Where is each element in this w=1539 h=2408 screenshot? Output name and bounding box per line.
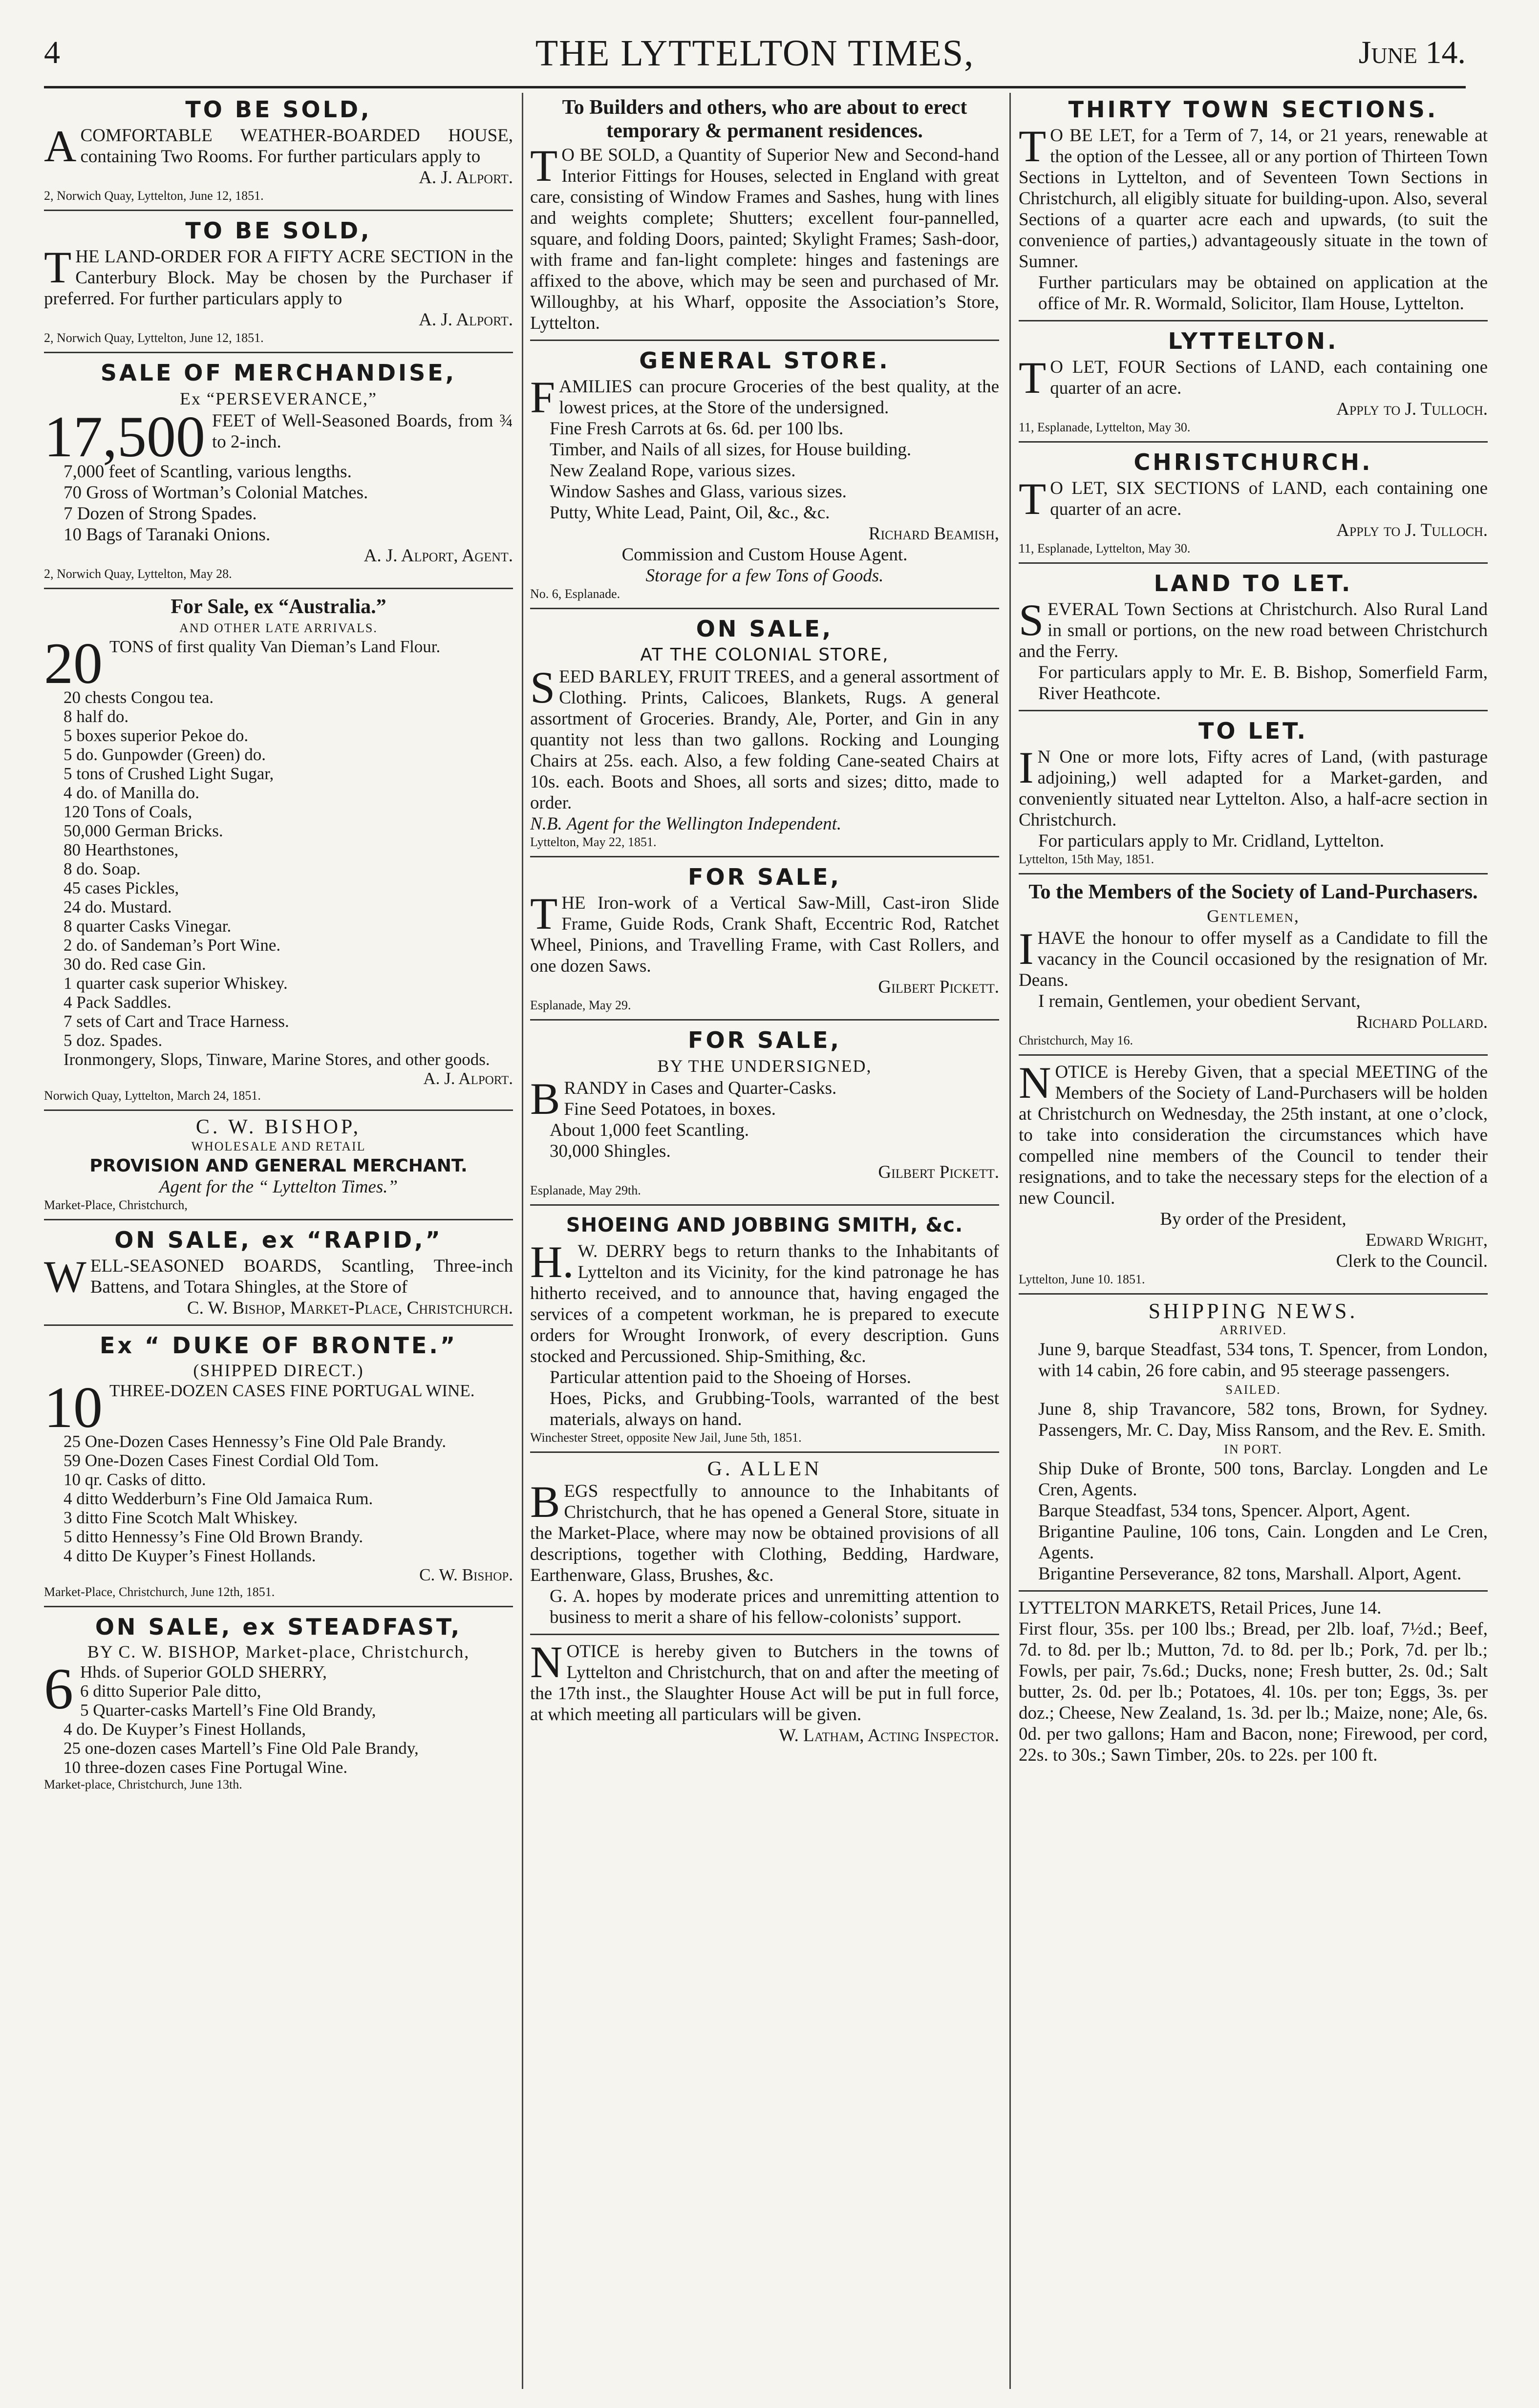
advert-heading: LAND TO LET. bbox=[1154, 570, 1353, 597]
advert-signature: W. Latham, Acting Inspector. bbox=[779, 1726, 999, 1746]
list-item: 5 tons of Crushed Light Sugar, bbox=[64, 764, 274, 783]
list-item: Fine Fresh Carrots at 6s. 6d. per 100 lbs. bbox=[550, 419, 844, 439]
advert-heading: ON SALE, ex STEADFAST, bbox=[95, 1614, 462, 1640]
list-item: 1 quarter cask superior Whiskey. bbox=[64, 974, 288, 993]
list-item: Window Sashes and Glass, various sizes. bbox=[550, 482, 847, 502]
advert-paragraph: By order of the President, bbox=[1160, 1209, 1347, 1229]
shipping-news bbox=[1019, 1300, 1488, 1584]
drop-cap: T bbox=[530, 889, 558, 938]
drop-cap: A bbox=[44, 121, 77, 171]
masthead-rule bbox=[44, 86, 1466, 88]
shipping-entry: Barque Steadfast, 534 tons, Spencer. Alport, Agent. bbox=[1038, 1501, 1411, 1521]
advert-address: Market-Place, Christchurch, bbox=[44, 1198, 188, 1212]
advert-address: Lyttelton, May 22, 1851. bbox=[530, 835, 657, 849]
advert-brandy bbox=[530, 1026, 999, 1198]
advert-signature: A. J. Alport. bbox=[419, 310, 513, 330]
advert-heading: For Sale, ex “Australia.” bbox=[171, 596, 386, 618]
advert-body: TONS of first quality Van Dieman’s Land Flour. bbox=[109, 637, 441, 656]
advert-heading: ON SALE, ex “RAPID,” bbox=[114, 1227, 443, 1253]
drop-cap: T bbox=[1019, 353, 1047, 403]
list-item: 50,000 German Bricks. bbox=[64, 821, 223, 840]
advert-heading: THIRTY TOWN SECTIONS. bbox=[1068, 96, 1438, 123]
list-item: 8 quarter Casks Vinegar. bbox=[64, 916, 232, 936]
drop-cap: I bbox=[1019, 924, 1034, 974]
list-item: 7 sets of Cart and Trace Harness. bbox=[64, 1012, 289, 1031]
advert-address: Market-Place, Christchurch, June 12th, 1851. bbox=[44, 1585, 275, 1599]
advert-special-meeting bbox=[1019, 1058, 1488, 1287]
advert-g-allen bbox=[530, 1459, 999, 1628]
big-number: 10 bbox=[44, 1375, 103, 1440]
advert-paragraph: Particular attention paid to the Shoeing of Horses. bbox=[550, 1367, 911, 1387]
advert-role: Clerk to the Council. bbox=[1336, 1251, 1488, 1271]
column-divider bbox=[522, 93, 523, 2389]
advert-heading: TO LET. bbox=[1198, 718, 1308, 744]
advert-address: 2, Norwich Quay, Lyttelton, May 28. bbox=[44, 567, 232, 581]
advert-address: Market-place, Christchurch, June 13th. bbox=[44, 1777, 242, 1791]
drop-cap: T bbox=[1019, 474, 1047, 524]
advert-signature: Apply to J. Tulloch. bbox=[1336, 520, 1488, 540]
advert-colonial-store bbox=[530, 615, 999, 850]
advert-body: EGS respectfully to announce to the Inhabitants of Christchurch, that he has opened a General Store, situate in the Market-Place, where may now be obtained provisions of all descriptions, together with Clothing, Bedding, Hardware, Earthenware, Glass, Brushes, &c. bbox=[530, 1481, 999, 1585]
lyttelton-markets bbox=[1019, 1598, 1488, 1766]
advert-paragraph: G. A. hopes by moderate prices and unremitting attention to business to merit a share of his fellow-colonists’ support. bbox=[550, 1586, 999, 1627]
advert-heading: C. W. BISHOP, bbox=[195, 1116, 362, 1138]
list-item: 8 do. Soap. bbox=[64, 859, 141, 878]
list-item: 8 half do. bbox=[64, 707, 129, 726]
shipping-entry: Ship Duke of Bronte, 500 tons, Barclay. Longden and Le Cren, Agents. bbox=[1038, 1459, 1488, 1500]
column-3 bbox=[1019, 93, 1488, 2389]
newspaper-title: THE LYTTELTON TIMES, bbox=[535, 33, 975, 74]
list-item: 7 Dozen of Strong Spades. bbox=[64, 504, 257, 524]
advert-heading: SHOEING AND JOBBING SMITH, &c. bbox=[566, 1214, 963, 1236]
advert-subheading: BY THE UNDERSIGNED, bbox=[657, 1056, 872, 1076]
list-item: 5 boxes superior Pekoe do. bbox=[64, 726, 249, 745]
issue-date: June 14. bbox=[1358, 35, 1466, 70]
advert-subheading: AND OTHER LATE ARRIVALS. bbox=[179, 621, 378, 635]
advert-paragraph: Further particulars may be obtained on application at the office of Mr. R. Wormald, Solicitor, Ilam House, Lyttelton. bbox=[1038, 273, 1488, 314]
big-number: 20 bbox=[44, 631, 103, 696]
advert-pollard bbox=[1019, 880, 1488, 1048]
advert-body: AMILIES can procure Groceries of the best quality, at the lowest prices, at the Store of the undersigned. bbox=[559, 377, 999, 418]
list-item: 6 ditto Superior Pale ditto, bbox=[80, 1682, 261, 1701]
advert-heading: To Builders and others, who are about to erect temporary & permanent residences. bbox=[562, 96, 967, 142]
advert-subheading: WHOLESALE AND RETAIL bbox=[191, 1139, 366, 1153]
advert-rapid bbox=[44, 1226, 513, 1319]
advert-land-order bbox=[44, 217, 513, 346]
list-item: 120 Tons of Coals, bbox=[64, 802, 192, 821]
advert-salutation: Gentlemen, bbox=[1207, 906, 1300, 926]
list-item: 45 cases Pickles, bbox=[64, 878, 179, 897]
advert-heading: LYTTELTON. bbox=[1168, 328, 1339, 354]
section-subheading: SAILED. bbox=[1225, 1383, 1281, 1397]
advert-signature: A. J. Alport. bbox=[423, 1069, 513, 1088]
market-prices: First flour, 35s. per 100 lbs.; Bread, per 2lb. loaf, 7½d.; Beef, 7d. to 8d. per lb.; Mutton, 7d. to 8d. per lb.; Pork, 7d. per lb.; Fowls, per pair, 7s.6d.; Ducks, none; Fresh butter, 2s. 0d.; Salt butter, 2s. 0d. per lb.; Potatoes, 4l. 10s. per ton; Eggs, 3s. per doz.; Cheese, New Zealand, 1s. 3d. per lb.; Maize, none; Ale, 6s. 0d. per two gallons; Ham and Bacon, none; Firewood, per cord, 22s. to 30s.; Sawn Timber, 20s. to 22s. per 100 ft. bbox=[1019, 1619, 1488, 1765]
list-item: Fine Seed Potatoes, in boxes. bbox=[564, 1099, 776, 1119]
advert-subheading: Ex “PERSEVERANCE,” bbox=[180, 389, 377, 408]
section-heading: LYTTELTON MARKETS, Retail Prices, June 14. bbox=[1019, 1598, 1382, 1618]
advert-to-let bbox=[1019, 717, 1488, 867]
drop-cap: B bbox=[530, 1477, 560, 1527]
advert-lyttelton-let bbox=[1019, 327, 1488, 435]
advert-agent: Agent for the “ Lyttelton Times.” bbox=[159, 1177, 398, 1197]
advert-address: Norwich Quay, Lyttelton, March 24, 1851. bbox=[44, 1088, 261, 1103]
advert-body: OTICE is hereby given to Butchers in the towns of Lyttelton and Christchurch, that on and after the meeting of the 17th inst., the Slaughter House Act will be put in full force, at which meeting all particulars will be given. bbox=[530, 1641, 999, 1725]
list-item: New Zealand Rope, various sizes. bbox=[550, 461, 796, 481]
drop-cap: N bbox=[1019, 1058, 1051, 1108]
advert-body: O LET, SIX SECTIONS of LAND, each containing one quarter of an acre. bbox=[1050, 478, 1488, 519]
advert-australia bbox=[44, 595, 513, 1104]
list-item: 30,000 Shingles. bbox=[550, 1141, 671, 1161]
list-item: 59 One-Dozen Cases Finest Cordial Old Tom. bbox=[64, 1451, 379, 1470]
advert-body: Hhds. of Superior GOLD SHERRY, bbox=[80, 1662, 327, 1682]
drop-cap: T bbox=[1019, 121, 1047, 171]
advert-body: O BE SOLD, a Quantity of Superior New and Second-hand Interior Fittings for Houses, selected in England with great care, consisting of Window Frames and Sashes, hung with lines and weights complete; Shutters; excellent four-pannelled, square, and folding Doors, painted; Skylight Frames; Sash-door, with frame and fan-light complete: hinges and fastenings are affixed to the above, which may be seen and purchased of Mr. Willoughby, at his Wharf, opposite the Association’s Store, Lyttelton. bbox=[530, 145, 999, 333]
column-1 bbox=[44, 93, 513, 2389]
advert-body: FEET of Well-Seasoned Boards, from ¾ to 2-inch. bbox=[212, 411, 513, 452]
list-item: Timber, and Nails of all sizes, for House building. bbox=[550, 440, 912, 460]
list-item: 4 ditto De Kuyper’s Finest Hollands. bbox=[64, 1546, 316, 1565]
advert-saw-mill bbox=[530, 863, 999, 1013]
advert-body: HE LAND-ORDER FOR A FIFTY ACRE SECTION in the Canterbury Block. May be chosen by the Purchaser if preferred. For further particulars apply to bbox=[44, 247, 513, 309]
drop-cap: N bbox=[530, 1637, 563, 1687]
page-number: 4 bbox=[44, 35, 60, 70]
advert-body: HE Iron-work of a Vertical Saw-Mill, Cast-iron Slide Frame, Guide Rods, Crank Shaft, Eccentric Rod, Ratchet Wheel, Pinions, and Travelling Frame, with Cast Rollers, and one dozen Saws. bbox=[530, 893, 999, 976]
list-item: 5 do. Gunpowder (Green) do. bbox=[64, 745, 266, 764]
shipping-entry: Brigantine Pauline, 106 tons, Cain. Longden and Le Cren, Agents. bbox=[1038, 1522, 1488, 1563]
advert-signature: Richard Pollard. bbox=[1356, 1012, 1488, 1032]
list-item: 5 doz. Spades. bbox=[64, 1031, 163, 1050]
advert-address: Lyttelton, 15th May, 1851. bbox=[1019, 852, 1154, 866]
advert-body: EVERAL Town Sections at Christchurch. Also Rural Land in small or portions, on the new road between Christchurch and the Ferry. bbox=[1019, 599, 1488, 661]
advert-body: O LET, FOUR Sections of LAND, each containing one quarter of an acre. bbox=[1050, 357, 1488, 398]
list-item: 30 do. Red case Gin. bbox=[64, 955, 206, 974]
advert-body: EED BARLEY, FRUIT TREES, and a general assortment of Clothing. Prints, Calicoes, Blankets, Rugs. A general assortment of Groceries. Brandy, Ale, Porter, and Gin in any quantity not less than two gallons. Rocking and Lounging Chairs at 25s. each. Also, a few folding Cane-seated Chairs at 10s. each. Boots and Shoes, all sorts and sizes; ditto, made to order. bbox=[530, 667, 999, 813]
advert-thirty-sections bbox=[1019, 96, 1488, 314]
advert-address: Esplanade, May 29th. bbox=[530, 1183, 641, 1197]
list-item: 4 do. De Kuyper’s Finest Hollands, bbox=[64, 1720, 306, 1739]
list-item: 24 do. Mustard. bbox=[64, 897, 172, 916]
advert-address: Christchurch, May 16. bbox=[1019, 1033, 1133, 1047]
column-divider bbox=[1009, 93, 1011, 2389]
advert-role: Commission and Custom House Agent. bbox=[621, 545, 908, 565]
drop-cap: F bbox=[530, 372, 556, 422]
advert-duke-of-bronte bbox=[44, 1332, 513, 1600]
list-item: 4 do. of Manilla do. bbox=[64, 783, 200, 802]
advert-note: Storage for a few Tons of Goods. bbox=[645, 566, 884, 586]
section-subheading: ARRIVED. bbox=[1219, 1323, 1287, 1337]
drop-cap: S bbox=[530, 662, 556, 712]
list-item: 2 do. of Sandeman’s Port Wine. bbox=[64, 936, 281, 955]
column-2 bbox=[530, 93, 999, 2389]
drop-cap: W bbox=[44, 1252, 86, 1301]
shipping-entry: Brigantine Perseverance, 82 tons, Marshall. Alport, Agent. bbox=[1038, 1564, 1462, 1584]
advert-signature: Richard Beamish, bbox=[868, 524, 999, 544]
advert-heading: Ex “ DUKE OF BRONTE.” bbox=[99, 1332, 458, 1359]
advert-subheading: BY C. W. BISHOP, Market-place, Christchurch, bbox=[87, 1642, 470, 1662]
shipping-entry: June 9, barque Steadfast, 534 tons, T. Spencer, from London, with 14 cabin, 26 fore cabin, and 95 steerage passengers. bbox=[1038, 1340, 1488, 1381]
advert-body: W. DERRY begs to return thanks to the Inhabitants of Lyttelton and its Vicinity, for the kind patronage he has hitherto received, and to announce that, having engaged the services of a competent workman, he is prepared to execute orders for Wrought Ironwork, of every description. Guns stocked and Percussioned. Ship-Smithing, &c. bbox=[530, 1241, 999, 1366]
advert-heading: SALE OF MERCHANDISE, bbox=[100, 360, 457, 386]
advert-address: No. 6, Esplanade. bbox=[530, 587, 620, 601]
advert-signature: A. J. Alport. bbox=[419, 168, 513, 188]
advert-heading: FOR SALE, bbox=[688, 1027, 841, 1053]
shipping-entry: June 8, ship Travancore, 582 tons, Brown, for Sydney. Passengers, Mr. C. Day, Miss Ransom, and the Rev. E. Smith. bbox=[1038, 1399, 1488, 1440]
advert-signature: Apply to J. Tulloch. bbox=[1336, 399, 1488, 419]
list-item: 10 Bags of Taranaki Onions. bbox=[64, 525, 271, 545]
advert-address: Esplanade, May 29. bbox=[530, 998, 631, 1012]
big-number: 17,500 bbox=[44, 404, 205, 469]
advert-title: PROVISION AND GENERAL MERCHANT. bbox=[89, 1156, 468, 1176]
list-item: 5 ditto Hennessy’s Fine Old Brown Brandy. bbox=[64, 1527, 363, 1546]
list-item: 10 qr. Casks of ditto. bbox=[64, 1470, 206, 1489]
advert-body: OTICE is Hereby Given, that a special MEETING of the Members of the Society of Land-Purchasers will be holden at Christchurch on Wednesday, the 25th instant, at one o’clock, to take into consideration the circumstances which have compelled nine members of the Council to tender their resignations, and to take the necessary steps for the election of a new Council. bbox=[1019, 1062, 1488, 1208]
list-item: 3 ditto Fine Scotch Malt Whiskey. bbox=[64, 1508, 298, 1527]
advert-house-sale bbox=[44, 96, 513, 204]
advert-body: THREE-DOZEN CASES FINE PORTUGAL WINE. bbox=[109, 1381, 475, 1400]
advert-body: HAVE the honour to offer myself as a Candidate to fill the vacancy in the Council occasioned by the resignation of Mr. Deans. bbox=[1019, 928, 1488, 990]
advert-heading: GENERAL STORE. bbox=[639, 347, 890, 374]
drop-cap: B bbox=[530, 1074, 560, 1124]
list-item: 20 chests Congou tea. bbox=[64, 688, 214, 707]
advert-heading: FOR SALE, bbox=[688, 864, 841, 890]
advert-body: O BE LET, for a Term of 7, 14, or 21 years, renewable at the option of the Lessee, all or any portion of Thirteen Town Sections in Lyttelton, and of Seventeen Town Sections in Christchurch, all eligibly situate for building-upon. Also, several Sections of a quarter acre each and upwards, (to suit the convenience of parties,) advantageously situate in the town of Sumner. bbox=[1019, 126, 1488, 272]
advert-heading: TO BE SOLD, bbox=[185, 96, 372, 123]
list-item: Putty, White Lead, Paint, Oil, &c., &c. bbox=[550, 503, 830, 523]
advert-smith bbox=[530, 1212, 999, 1446]
list-item: About 1,000 feet Scantling. bbox=[550, 1120, 749, 1140]
drop-cap: S bbox=[1019, 595, 1044, 645]
advert-note: N.B. Agent for the Wellington Independent. bbox=[530, 814, 842, 834]
drop-cap: T bbox=[530, 141, 558, 191]
advert-merchandise bbox=[44, 359, 513, 582]
section-heading: SHIPPING NEWS. bbox=[1148, 1299, 1358, 1323]
advert-address: 11, Esplanade, Lyttelton, May 30. bbox=[1019, 420, 1191, 434]
advert-heading: CHRISTCHURCH. bbox=[1133, 449, 1373, 475]
list-item: 80 Hearthstones, bbox=[64, 840, 179, 859]
list-item: 25 One-Dozen Cases Hennessy’s Fine Old Pale Brandy. bbox=[64, 1432, 447, 1451]
advert-paragraph: For particulars apply to Mr. E. B. Bishop, Somerfield Farm, River Heathcote. bbox=[1038, 662, 1488, 703]
advert-address: 2, Norwich Quay, Lyttelton, June 12, 1851. bbox=[44, 189, 264, 203]
advert-heading: G. ALLEN bbox=[707, 1458, 822, 1480]
advert-address: 11, Esplanade, Lyttelton, May 30. bbox=[1019, 541, 1191, 555]
list-item: 4 ditto Wedderburn’s Fine Old Jamaica Rum. bbox=[64, 1489, 373, 1508]
advert-builders bbox=[530, 96, 999, 334]
drop-cap: H. bbox=[530, 1237, 574, 1287]
advert-signature: Edward Wright, bbox=[1365, 1230, 1488, 1250]
advert-bishop-merchant bbox=[44, 1117, 513, 1213]
big-number: 6 bbox=[44, 1656, 73, 1721]
advert-paragraph: I remain, Gentlemen, your obedient Servant, bbox=[1038, 991, 1361, 1011]
list-item: 25 one-dozen cases Martell’s Fine Old Pale Brandy, bbox=[64, 1739, 419, 1758]
drop-cap: T bbox=[44, 242, 72, 292]
advert-subheading: (SHIPPED DIRECT.) bbox=[193, 1361, 364, 1380]
masthead bbox=[44, 29, 1466, 83]
advert-body: RANDY in Cases and Quarter-Casks. bbox=[564, 1078, 837, 1098]
drop-cap: I bbox=[1019, 743, 1034, 792]
section-subheading: IN PORT. bbox=[1224, 1442, 1282, 1456]
advert-body: N One or more lots, Fifty acres of Land, (with pasturage adjoining,) well adapted for a Market-garden, and conveniently situated near Lyttelton. Also, a half-acre section in Christchurch. bbox=[1019, 747, 1488, 830]
list-item: 7,000 feet of Scantling, various lengths. bbox=[64, 462, 352, 482]
advert-address: 2, Norwich Quay, Lyttelton, June 12, 1851. bbox=[44, 331, 264, 345]
advert-body: ELL-SEASONED BOARDS, Scantling, Three-inch Battens, and Totara Shingles, at the Store of bbox=[90, 1256, 513, 1297]
advert-butchers-notice bbox=[530, 1637, 999, 1746]
advert-body: COMFORTABLE WEATHER-BOARDED HOUSE, containing Two Rooms. For further particulars apply to bbox=[80, 126, 513, 167]
list-item: 4 Pack Saddles. bbox=[64, 993, 171, 1012]
advert-heading: ON SALE, bbox=[696, 616, 834, 642]
advert-heading: TO BE SOLD, bbox=[185, 217, 372, 244]
advert-signature: Gilbert Pickett. bbox=[878, 977, 999, 997]
advert-signature: Gilbert Pickett. bbox=[878, 1162, 999, 1182]
advert-heading: To the Members of the Society of Land-Purchasers. bbox=[1028, 881, 1478, 903]
advert-steadfast bbox=[44, 1613, 513, 1792]
list-item: 10 three-dozen cases Fine Portugal Wine. bbox=[64, 1758, 348, 1777]
advert-address: Winchester Street, opposite New Jail, June 5th, 1851. bbox=[530, 1430, 802, 1445]
list-item: Ironmongery, Slops, Tinware, Marine Stores, and other goods. bbox=[64, 1050, 490, 1069]
advert-signature: C. W. Bishop. bbox=[419, 1565, 513, 1584]
advert-land-to-let bbox=[1019, 570, 1488, 704]
advert-signature: C. W. Bishop, Market-Place, Christchurch. bbox=[187, 1298, 513, 1318]
advert-general-store bbox=[530, 347, 999, 602]
advert-signature: A. J. Alport, Agent. bbox=[363, 546, 513, 566]
advert-address: Lyttelton, June 10. 1851. bbox=[1019, 1272, 1145, 1286]
advert-paragraph: Hoes, Picks, and Grubbing-Tools, warranted of the best materials, always on hand. bbox=[550, 1388, 999, 1429]
list-item: 5 Quarter-casks Martell’s Fine Old Brandy, bbox=[80, 1701, 376, 1720]
list-item: 70 Gross of Wortman’s Colonial Matches. bbox=[64, 483, 368, 503]
advert-christchurch-let bbox=[1019, 448, 1488, 556]
advert-subheading: AT THE COLONIAL STORE, bbox=[640, 645, 889, 665]
advert-paragraph: For particulars apply to Mr. Cridland, Lyttelton. bbox=[1038, 831, 1385, 851]
